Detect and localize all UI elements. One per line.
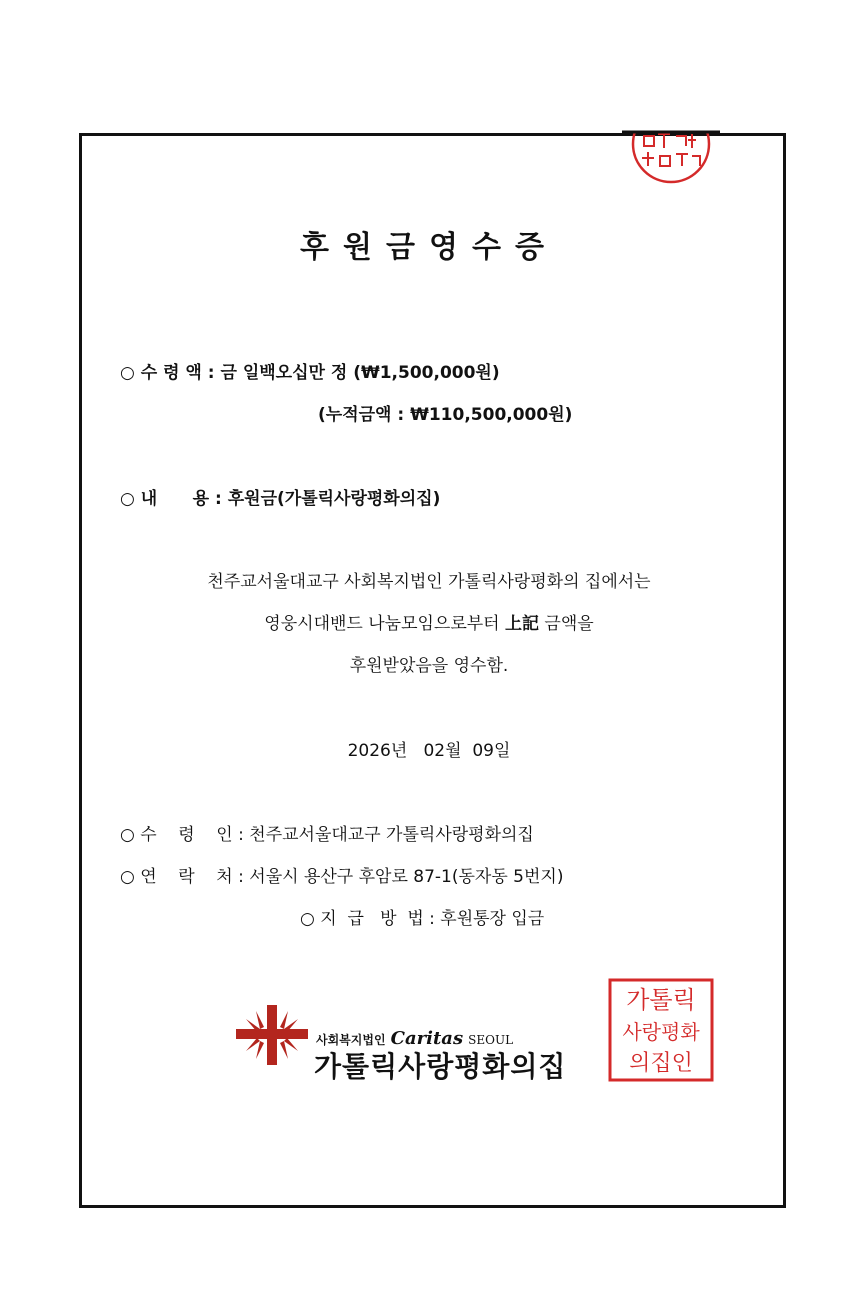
logo-brand: Caritas <box>390 1028 464 1049</box>
body-line-2 <box>0 609 858 634</box>
amount-line: ○ 수 령 액 : 금 일백오십만 정 (₩1,500,000원) <box>120 363 500 383</box>
logo-org-name: 가톨릭사랑평화의집 <box>314 1050 567 1083</box>
red-official-seal-icon-square <box>607 977 715 1083</box>
caritas-logo <box>234 1005 614 1085</box>
seal-text-row2: 사랑평화 <box>622 1020 700 1044</box>
seal-text-row3: 의집인 <box>629 1051 693 1076</box>
cumulative-amount: (누적금액 : ₩110,500,000원) <box>318 405 573 425</box>
payment-line: ○ 지 급 방 법 : 후원통장 입금 <box>300 909 545 929</box>
body-line-2-bold: 上記 <box>505 614 540 634</box>
body-line-1: 천주교서울대교구 사회복지법인 가톨릭사랑평화의 집에서는 <box>207 572 651 592</box>
content-line: ○ 내 용 : 후원금(가톨릭사랑평화의집) <box>120 489 441 509</box>
issue-date: 2026년 02월 09일 <box>347 741 511 761</box>
bottom-seal <box>607 977 715 1083</box>
document-title: 후원금영수증 <box>300 230 558 265</box>
body-line-2-pre: 영웅시대밴드 나눔모임으로부터 <box>264 614 506 634</box>
logo-city: SEOUL <box>468 1033 514 1047</box>
body-line-2-post: 금액을 <box>539 614 594 634</box>
red-official-seal-icon <box>622 118 720 188</box>
contact-line: ○ 연 락 처 : 서울시 용산구 후암로 87-1(동자동 5번지) <box>120 867 564 887</box>
top-seal <box>622 118 720 188</box>
body-line-3: 후원받았음을 영수함. <box>349 656 509 676</box>
seal-text-row1: 가톨릭 <box>626 986 696 1014</box>
receiver-line: ○ 수 령 인 : 천주교서울대교구 가톨릭사랑평화의집 <box>120 825 534 845</box>
logo-corp-prefix: 사회복지법인 <box>316 1033 386 1047</box>
